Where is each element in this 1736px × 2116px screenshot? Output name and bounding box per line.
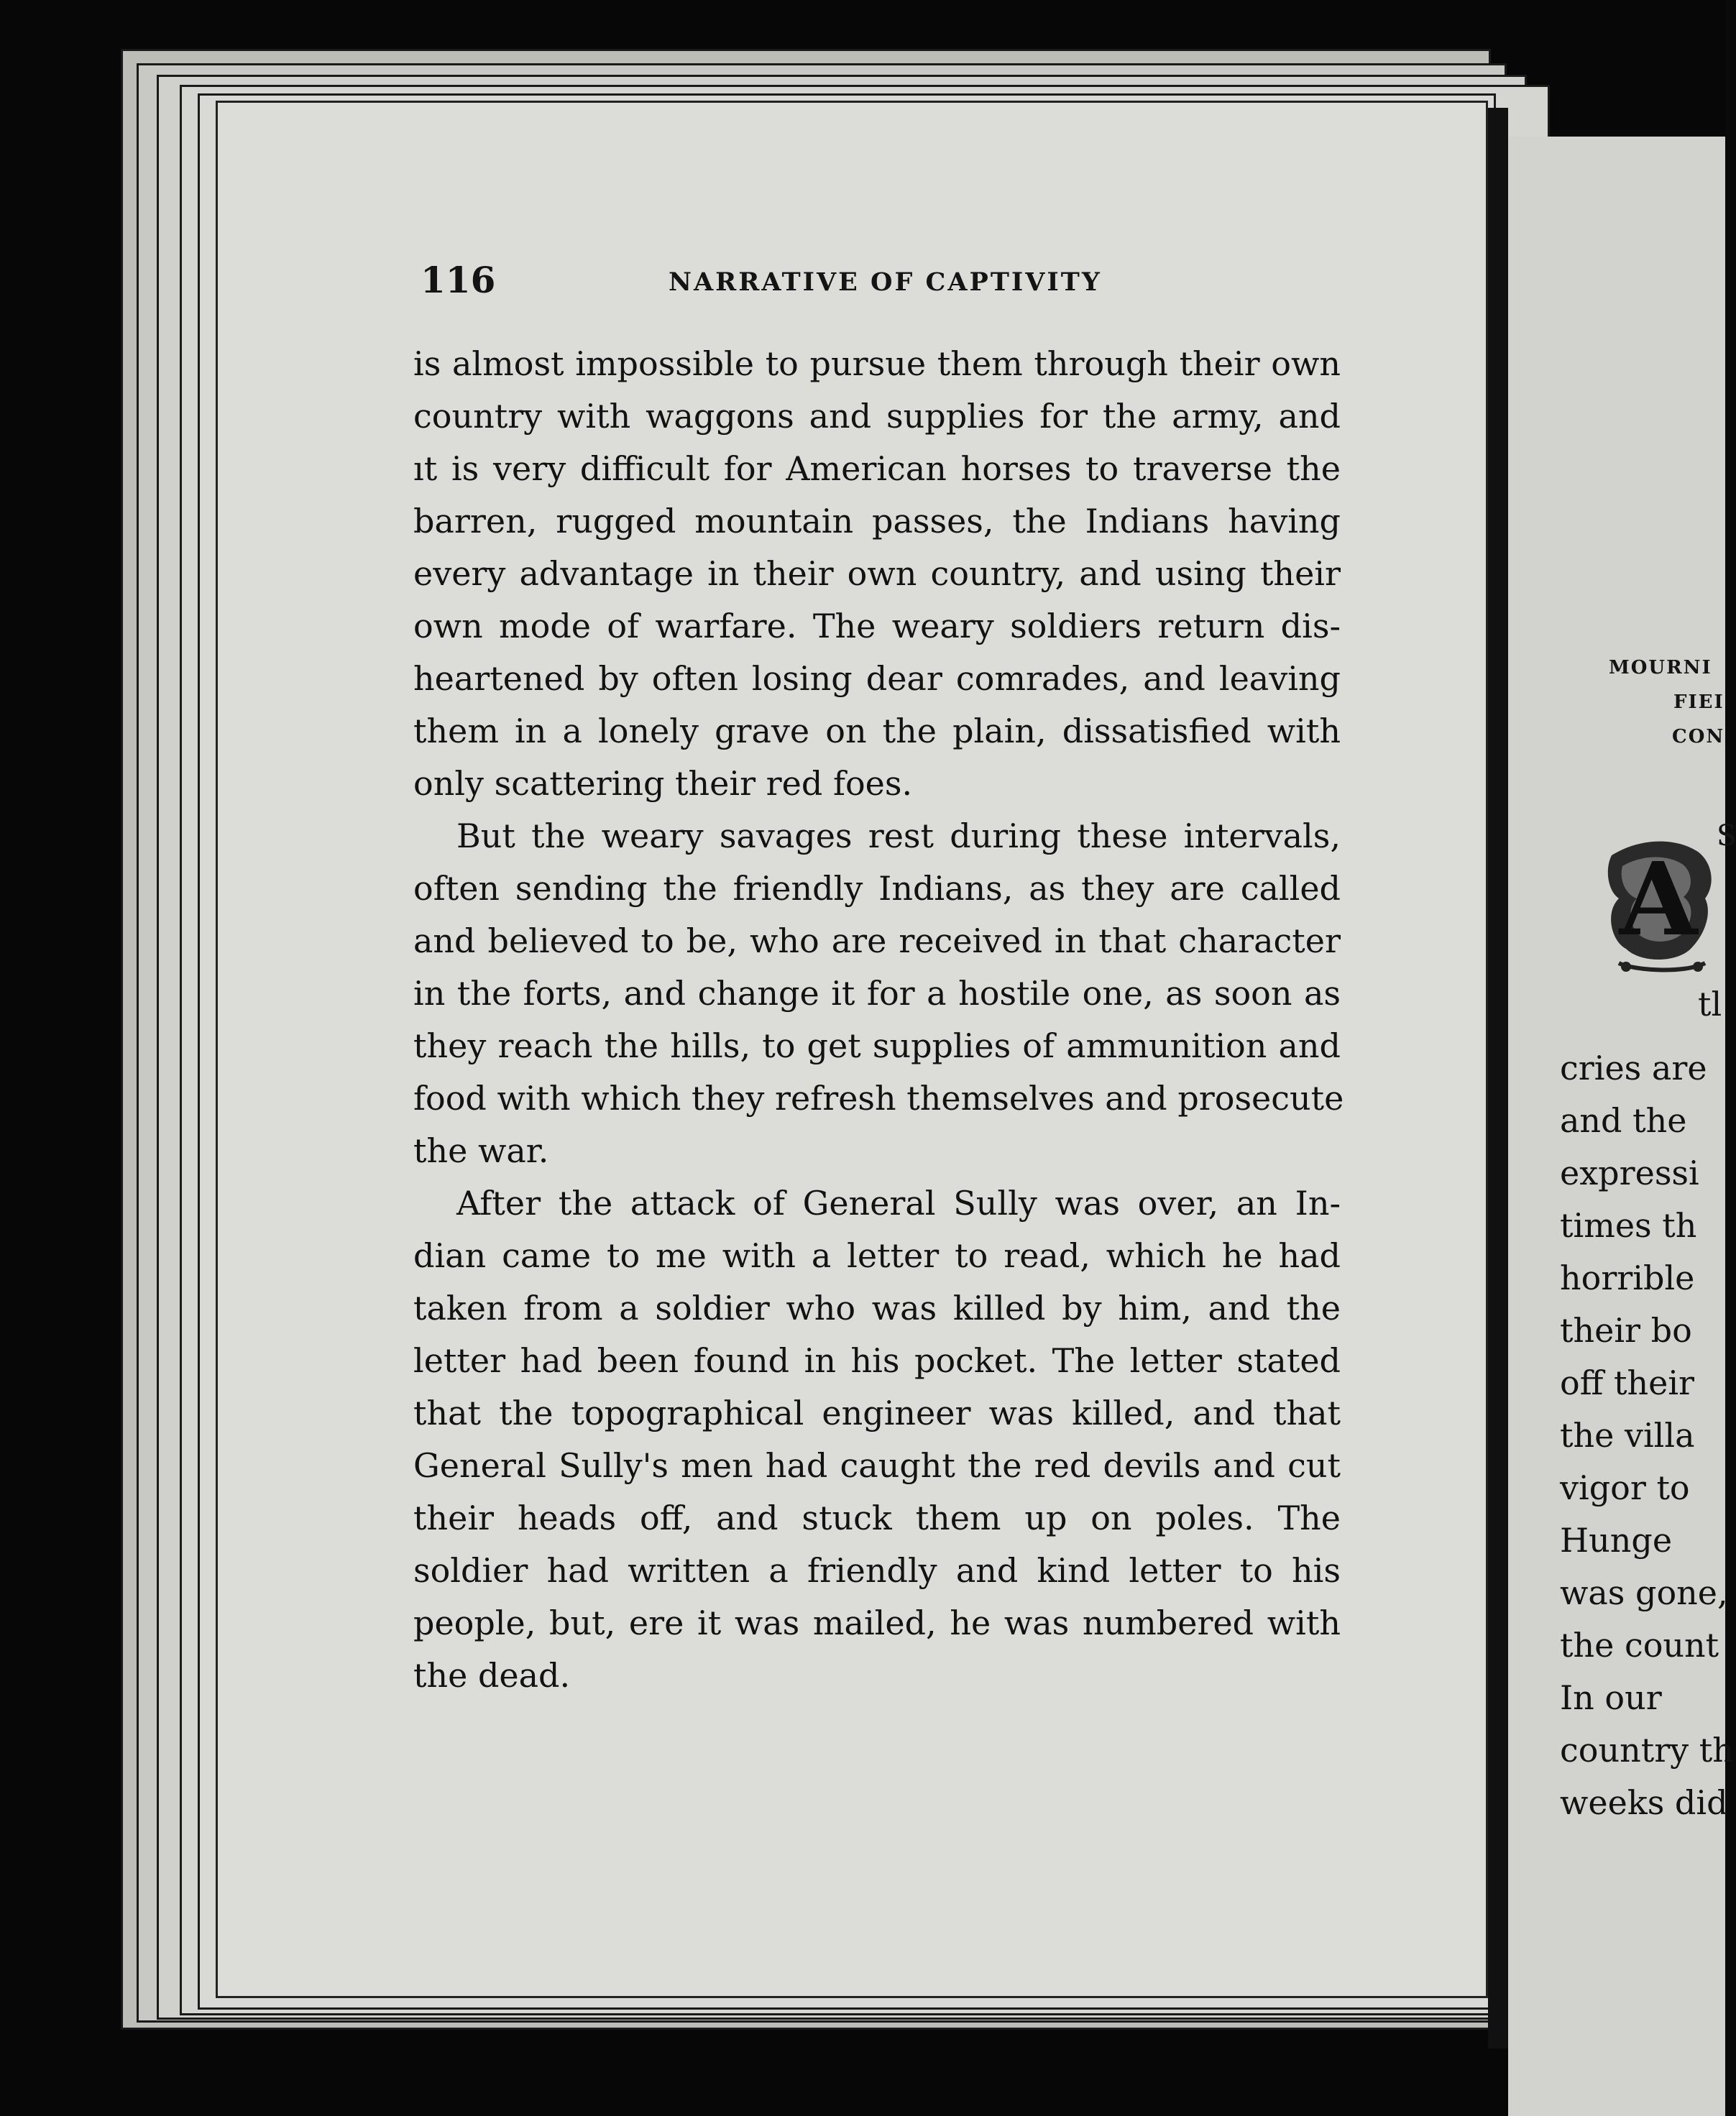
book-gutter bbox=[1488, 108, 1508, 2048]
text-line: off their bbox=[1560, 1363, 1695, 1402]
text-line: that the topographical engineer was killed, and that bbox=[413, 1394, 1341, 1432]
text-line: was gone, bbox=[1560, 1573, 1728, 1612]
text-line: food with which they refresh themselves and prosecute bbox=[413, 1079, 1344, 1118]
text-line: the villa bbox=[1560, 1416, 1695, 1455]
text-line: ıt is very difficult for American horses to traverse the bbox=[413, 449, 1341, 488]
text-line: soldier had written a friendly and kind letter to his bbox=[413, 1551, 1341, 1590]
svg-text:A: A bbox=[1619, 841, 1698, 959]
text-line: often sending the friendly Indians, as they are called bbox=[413, 869, 1341, 908]
text-line: only scattering their red foes. bbox=[413, 764, 913, 803]
text-line: Hunge bbox=[1560, 1521, 1673, 1560]
text-line: the count bbox=[1560, 1626, 1719, 1665]
ornamental-drop-cap bbox=[1597, 827, 1719, 978]
text-line: them in a lonely grave on the plain, dissatisfied with bbox=[413, 712, 1341, 750]
right-page-text bbox=[1560, 1042, 1734, 1829]
text-line: cries are bbox=[1560, 1049, 1707, 1087]
text-line: horrible bbox=[1560, 1259, 1695, 1297]
text-line: and the bbox=[1560, 1101, 1687, 1140]
heading-fragment: CON bbox=[1672, 726, 1725, 748]
text-line: vigor to bbox=[1560, 1468, 1690, 1507]
text-line: own mode of warfare. The weary soldiers return dis- bbox=[413, 607, 1341, 645]
text-line: country with waggons and supplies for the army, and bbox=[413, 397, 1341, 436]
text-line: expressi bbox=[1560, 1154, 1699, 1192]
page-number: 116 bbox=[421, 259, 496, 301]
text-line: taken from a soldier who was killed by him, and the bbox=[413, 1289, 1341, 1328]
drop-cap-ornament-icon bbox=[1597, 827, 1719, 978]
text-line: After the attack of General Sully was over, an In- bbox=[456, 1184, 1341, 1223]
header-title: NARRATIVE OF CAPTIVITY bbox=[669, 267, 1102, 297]
text-line: letter had been found in his pocket. The letter stated bbox=[413, 1341, 1341, 1380]
heading-fragment: FIEI bbox=[1673, 691, 1724, 713]
text-line: heartened by often losing dear comrades, and leaving bbox=[413, 659, 1341, 698]
text-line: people, but, ere it was mailed, he was numbered with bbox=[413, 1604, 1341, 1642]
text-line: times th bbox=[1560, 1206, 1697, 1245]
text-line: and believed to be, who are received in that character bbox=[413, 921, 1341, 960]
text-line: General Sully's men had caught the red devils and cut bbox=[413, 1446, 1341, 1485]
text-line: weeks did bbox=[1560, 1783, 1728, 1822]
text-line: the war. bbox=[413, 1131, 549, 1170]
text-line: their bo bbox=[1560, 1311, 1692, 1350]
text-line: dian came to me with a letter to read, which he had bbox=[413, 1236, 1341, 1275]
right-text-fragment: tl bbox=[1698, 985, 1722, 1024]
drop-cap-continuation: S bbox=[1717, 819, 1736, 852]
heading-fragment: MOURNI bbox=[1609, 657, 1712, 678]
text-line: they reach the hills, to get supplies of ammunition and bbox=[413, 1026, 1341, 1065]
text-line: is almost impossible to pursue them through their own bbox=[413, 344, 1341, 383]
right-chapter-heading bbox=[1609, 650, 1725, 754]
text-line: But the weary savages rest during these intervals, bbox=[456, 816, 1341, 855]
text-line: every advantage in their own country, and using their bbox=[413, 554, 1341, 593]
text-line: in the forts, and change it for a hostile one, as soon as bbox=[413, 974, 1341, 1013]
text-line: country th bbox=[1560, 1731, 1734, 1770]
body-text bbox=[413, 338, 1344, 1702]
text-line: In our bbox=[1560, 1678, 1662, 1717]
text-line: barren, rugged mountain passes, the Indians having bbox=[413, 502, 1341, 540]
running-head bbox=[421, 259, 1341, 302]
text-line: their heads off, and stuck them up on poles. The bbox=[413, 1499, 1341, 1537]
text-line: the dead. bbox=[413, 1656, 571, 1695]
